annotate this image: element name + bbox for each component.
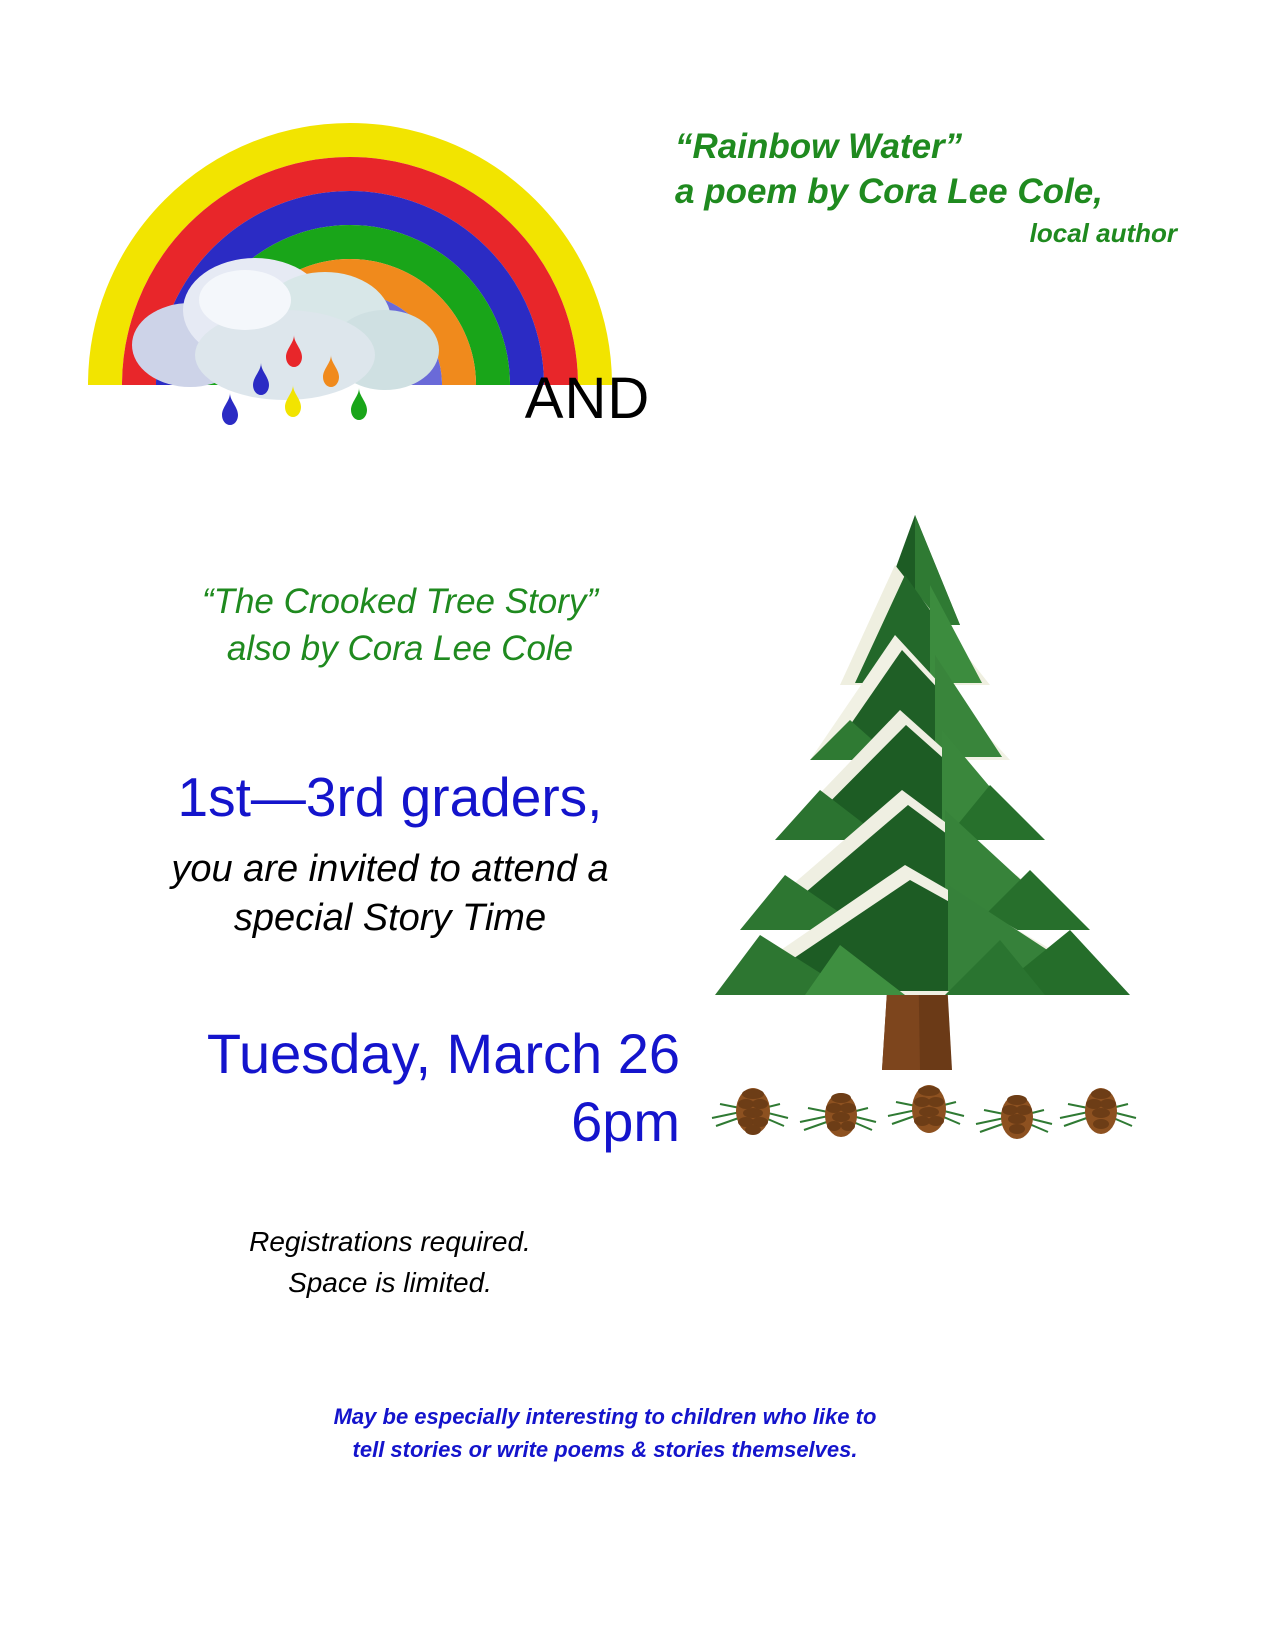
audience-grades: 1st—3rd graders,: [177, 766, 603, 828]
event-date: Tuesday, March 26: [206, 1022, 680, 1085]
invite-line-2: special Story Time: [233, 897, 547, 940]
event-time: 6pm: [571, 1090, 680, 1154]
footnote-line-1: May be especially interesting to children who like to: [333, 1404, 877, 1429]
invite-line-1: you are invited to attend a: [171, 848, 609, 890]
registration-line-1: Registrations required.: [249, 1226, 531, 1257]
pinecone-illustration: [700, 1070, 1150, 1150]
audience-invite: [100, 845, 680, 944]
footnote-line-2: tell stories or write poems & stories themselves.: [352, 1437, 858, 1462]
registration-line-2: Space is limited.: [288, 1266, 492, 1298]
connector-and: AND: [524, 366, 651, 431]
tree-illustration: [690, 505, 1160, 1085]
footnote: [170, 1400, 1040, 1466]
event-datetime: [60, 1020, 680, 1157]
poem-title-block: [675, 125, 1195, 250]
story-title-block: [120, 578, 680, 673]
poem-byline: a poem by Cora Lee Cole,: [675, 171, 1103, 211]
story-byline: also by Cora Lee Cole: [226, 629, 574, 669]
poem-author-note: local author: [1029, 217, 1177, 248]
poem-title: “Rainbow Water”: [675, 127, 963, 166]
registration-note: [110, 1222, 670, 1303]
story-title: “The Crooked Tree Story”: [201, 582, 599, 621]
